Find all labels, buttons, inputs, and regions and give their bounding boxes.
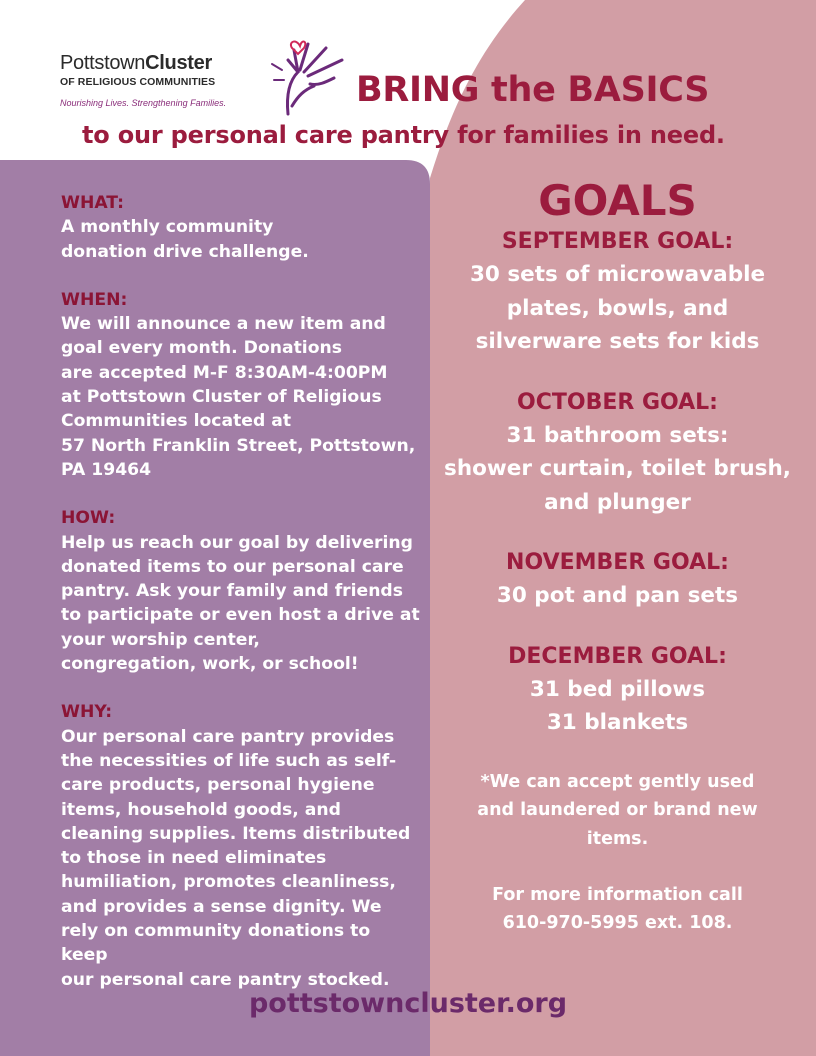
october-goal-heading: OCTOBER GOAL:: [517, 389, 718, 415]
when-section: [61, 288, 421, 482]
logo: [58, 34, 358, 124]
when-text: We will announce a new item and goal every month. Donations are accepted M-F 8:30AM-4:00PM at Pottstown Cluster of Religious Communities located at 57 North Franklin Street, Pottstown, PA 19464: [61, 314, 416, 480]
november-goal-heading: NOVEMBER GOAL:: [506, 550, 729, 575]
how-text: Help us reach our goal by delivering donated items to our personal care pantry. Ask your family and friends to participate or even host a drive at your worship center, congregation, work, or school!: [61, 532, 420, 675]
goals-title: GOALS: [538, 176, 697, 225]
headline: BRING the BASICS: [356, 70, 710, 110]
hand-heart-icon: [268, 34, 358, 116]
september-goal: [440, 226, 795, 359]
goals-column: [440, 176, 795, 937]
why-text: Our personal care pantry provides the necessities of life such as self- care products, personal hygiene items, household goods, and cleaning supplies. Items distributed to those in need eliminates humiliation, promotes cleanliness, and provides a sense dignity. We rely on community donations to keep our personal care pantry stocked.: [61, 726, 411, 990]
october-goal: [440, 387, 795, 520]
what-section: [61, 191, 421, 264]
september-goal-heading: SEPTEMBER GOAL:: [501, 229, 734, 254]
december-goal: [440, 641, 795, 740]
december-goal-text: 31 bed pillows 31 blankets: [529, 676, 706, 735]
why-section: [61, 700, 421, 992]
logo-subtitle: OF RELIGIOUS COMMUNITIES: [60, 76, 216, 88]
how-section: [61, 506, 421, 676]
when-heading: WHEN:: [61, 289, 128, 310]
contact-info: For more information call 610-970-5995 ext. 108.: [492, 885, 743, 933]
subheadline: to our personal care pantry for families in need.: [82, 121, 725, 149]
what-text: A monthly community donation drive challenge.: [61, 217, 309, 262]
october-goal-text: 31 bathroom sets: shower curtain, toilet brush, and plunger: [444, 422, 791, 515]
website-link[interactable]: pottstowncluster.org: [248, 988, 568, 1019]
november-goal-text: 30 pot and pan sets: [496, 583, 739, 608]
what-heading: WHAT:: [61, 193, 124, 213]
donation-note: *We can accept gently used and laundered or brand new items.: [477, 771, 758, 849]
how-heading: HOW:: [61, 508, 116, 529]
november-goal: [440, 547, 795, 613]
december-goal-heading: DECEMBER GOAL:: [508, 643, 727, 669]
logo-name: PottstownCluster: [60, 52, 212, 74]
september-goal-text: 30 sets of microwavable plates, bowls, and silverware sets for kids: [469, 262, 766, 354]
why-heading: WHY:: [61, 702, 113, 723]
logo-tagline: Nourishing Lives. Strengthening Families.: [60, 98, 227, 108]
info-column: [61, 191, 421, 1016]
